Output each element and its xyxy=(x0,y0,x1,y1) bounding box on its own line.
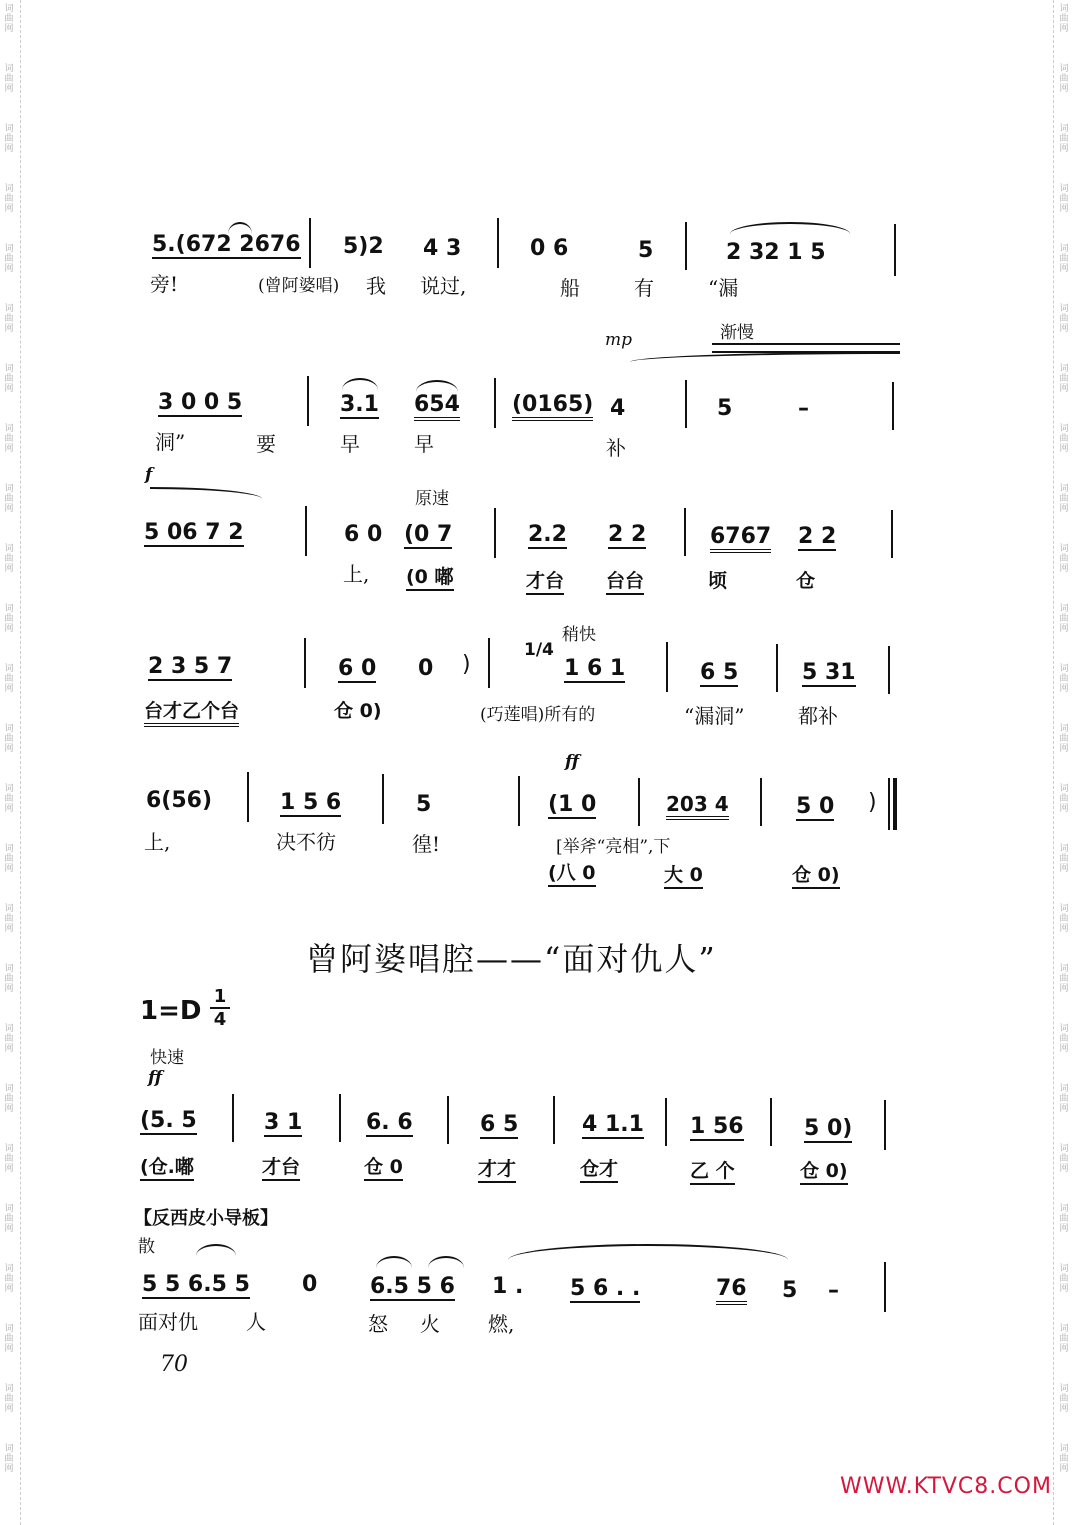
note-group: 5 xyxy=(782,1278,798,1303)
note-group: 0 xyxy=(418,656,434,681)
note-group: – xyxy=(828,1278,839,1303)
barline xyxy=(891,510,893,558)
barline xyxy=(494,508,496,558)
watermark-glyphs: 词曲网 xyxy=(4,1204,14,1234)
tempo-mark: 原速 xyxy=(415,489,449,509)
barline xyxy=(309,218,311,268)
note-group: 5 31 xyxy=(802,660,856,685)
barline xyxy=(494,378,496,428)
watermark-glyphs: 词曲网 xyxy=(1059,1024,1069,1054)
note-group: 5 xyxy=(416,792,432,817)
watermark-glyphs: 词曲网 xyxy=(4,364,14,394)
watermark-glyphs: 词曲网 xyxy=(1059,1444,1069,1474)
barline xyxy=(304,638,306,688)
note-group: 5 06 7 2 xyxy=(144,520,244,545)
singer-cue: (巧莲唱)所有的 xyxy=(480,705,596,725)
dynamic-mark: ff xyxy=(565,752,580,772)
note-group: 2 2 xyxy=(608,522,647,547)
percussion: 仓 0) xyxy=(334,700,382,722)
barline xyxy=(497,218,499,268)
note-group: 3 0 0 5 xyxy=(158,390,243,415)
key-signature: 1=D xyxy=(140,996,202,1026)
percussion: 仓 0) xyxy=(792,860,840,889)
watermark-glyphs: 词曲网 xyxy=(4,1324,14,1354)
barline xyxy=(685,222,687,270)
time-signature: 1 4 xyxy=(210,986,230,1030)
lyric: 燃, xyxy=(488,1312,515,1336)
note-group: – xyxy=(798,396,809,421)
note-group: 5 6 . . xyxy=(570,1276,641,1301)
note-group: 5 xyxy=(717,396,733,421)
lyric: “漏 xyxy=(708,276,739,300)
percussion: 仓 0) xyxy=(800,1156,848,1185)
note-group: 5.(672 2676 xyxy=(152,232,301,257)
watermark-glyphs: 词曲网 xyxy=(4,4,14,34)
percussion: (仓.嘟 xyxy=(140,1152,194,1181)
watermark-glyphs: 词曲网 xyxy=(4,1084,14,1114)
watermark-glyphs: 词曲网 xyxy=(1059,4,1069,34)
lyric: 人 xyxy=(246,1310,266,1334)
decrescendo-line xyxy=(150,487,262,499)
watermark-glyphs: 词曲网 xyxy=(1059,1324,1069,1354)
barline xyxy=(776,644,778,692)
watermark-glyphs: 词曲网 xyxy=(1059,1144,1069,1174)
lyric: 洞” xyxy=(155,430,186,454)
barline xyxy=(307,376,309,426)
tempo-mark: 快速 xyxy=(150,1048,184,1068)
lyric: 船 xyxy=(560,276,580,300)
slur xyxy=(508,1244,788,1260)
watermark-glyphs: 词曲网 xyxy=(1059,844,1069,874)
tempo-mark: 稍快 xyxy=(562,625,596,645)
note-group: 0 6 xyxy=(530,236,569,261)
percussion: 才才 xyxy=(478,1154,516,1183)
watermark-glyphs: 词曲网 xyxy=(4,784,14,814)
percussion: (八 0 xyxy=(548,858,596,887)
lyric: 火 xyxy=(420,1312,440,1336)
percussion: 仓 xyxy=(796,570,816,592)
percussion: 才台 xyxy=(262,1152,300,1181)
watermark-glyphs: 词曲网 xyxy=(1059,784,1069,814)
watermark-glyphs: 词曲网 xyxy=(1059,304,1069,334)
singer-cue: (曾阿婆唱) xyxy=(258,276,340,296)
time-signature: 1/4 xyxy=(524,640,554,660)
slur xyxy=(428,1256,464,1268)
watermark-glyphs: 词曲网 xyxy=(1059,724,1069,754)
barline xyxy=(488,638,490,688)
note-group: 4 3 xyxy=(423,236,462,261)
watermark-glyphs: 词曲网 xyxy=(1059,124,1069,154)
watermark-glyphs: 词曲网 xyxy=(1059,364,1069,394)
watermark-glyphs: 词曲网 xyxy=(4,964,14,994)
note-group: 3 1 xyxy=(264,1110,303,1135)
note-group: 1 . xyxy=(492,1274,524,1299)
lyric: 面对仇 xyxy=(138,1310,198,1334)
note-group: ) xyxy=(462,652,471,677)
watermark-glyphs: 词曲网 xyxy=(4,664,14,694)
note-group: 4 1.1 xyxy=(582,1112,644,1137)
watermark-glyphs: 词曲网 xyxy=(4,484,14,514)
watermark-glyphs: 词曲网 xyxy=(4,1444,14,1474)
tempo-mark: 散 xyxy=(138,1237,155,1257)
dynamic-mark: f xyxy=(145,465,153,485)
note-group: ) xyxy=(868,790,877,815)
note-group: 5 0) xyxy=(804,1116,853,1141)
barline xyxy=(760,778,762,826)
page-number: 70 xyxy=(160,1352,188,1377)
note-group: 6 5 xyxy=(480,1112,519,1137)
lyric: “漏洞” xyxy=(684,704,745,728)
slur xyxy=(228,222,252,234)
note-group: 1 56 xyxy=(690,1114,744,1139)
note-group: 76 xyxy=(716,1276,747,1305)
watermark-glyphs: 词曲网 xyxy=(4,904,14,934)
percussion: 顷 xyxy=(708,570,728,592)
note-group: 0 xyxy=(302,1272,318,1297)
watermark-glyphs: 词曲网 xyxy=(1059,64,1069,94)
lyric: 决不彷 xyxy=(276,830,336,854)
barline xyxy=(888,646,890,694)
watermark-glyphs: 词曲网 xyxy=(4,304,14,334)
watermark-glyphs: 词曲网 xyxy=(1059,184,1069,214)
watermark-glyphs: 词曲网 xyxy=(4,724,14,754)
percussion: 台才乙个台 xyxy=(144,696,239,727)
percussion: (0 嘟 xyxy=(406,562,454,591)
percussion: 才台 xyxy=(526,566,564,595)
slur xyxy=(342,378,378,390)
note-group: 6 0 xyxy=(338,656,377,681)
watermark-glyphs: 词曲网 xyxy=(1059,604,1069,634)
note-group: 4 xyxy=(610,396,626,421)
barline xyxy=(894,224,896,276)
note-group: 6767 xyxy=(710,524,771,553)
note-group: 5)2 xyxy=(343,234,384,259)
barline xyxy=(553,1096,555,1144)
lyric: 有 xyxy=(634,276,654,300)
dynamic-mark: mp xyxy=(605,330,633,350)
barline xyxy=(892,382,894,430)
slur xyxy=(730,222,850,234)
watermark-glyphs: 词曲网 xyxy=(4,64,14,94)
lyric: 我 xyxy=(366,274,386,298)
slur xyxy=(376,1256,412,1268)
lyric: 要 xyxy=(256,432,276,456)
watermark-glyphs: 词曲网 xyxy=(4,1384,14,1414)
lyric: 早 xyxy=(414,432,434,456)
note-group: 2 2 xyxy=(798,524,837,549)
watermark-glyphs: 词曲网 xyxy=(4,124,14,154)
final-barline xyxy=(888,778,890,830)
note-group: 6 0 xyxy=(344,522,383,547)
lyric: 都补 xyxy=(798,704,838,728)
watermark-glyphs: 词曲网 xyxy=(1059,1084,1069,1114)
final-barline-thick xyxy=(893,778,897,830)
barline xyxy=(685,380,687,428)
watermark-glyphs: 词曲网 xyxy=(1059,424,1069,454)
dynamic-mark: ff xyxy=(148,1068,163,1088)
tempo-mark: 渐慢 xyxy=(720,323,754,343)
note-group: 2 3 5 7 xyxy=(148,654,233,679)
note-group: 1 5 6 xyxy=(280,790,342,815)
barline xyxy=(518,776,520,826)
watermark-glyphs: 词曲网 xyxy=(1059,964,1069,994)
lyric: 徨! xyxy=(412,832,441,856)
barline xyxy=(232,1094,234,1142)
percussion: 台台 xyxy=(606,566,644,595)
note-group: (5. 5 xyxy=(140,1108,197,1133)
percussion: 大 0 xyxy=(664,860,703,889)
percussion: 乙 个 xyxy=(690,1156,735,1185)
note-group: 5 xyxy=(638,238,654,263)
watermark-glyphs: 词曲网 xyxy=(1059,1264,1069,1294)
watermark-glyphs: 词曲网 xyxy=(4,844,14,874)
watermark-url: WWW.KTVC8.COM xyxy=(840,1474,1052,1499)
note-group: 2 32 1 5 xyxy=(726,240,826,265)
watermark-glyphs: 词曲网 xyxy=(4,424,14,454)
watermark-glyphs: 词曲网 xyxy=(1059,904,1069,934)
barline xyxy=(665,1098,667,1146)
note-group: 6. 6 xyxy=(366,1110,413,1135)
watermark-glyphs: 词曲网 xyxy=(1059,664,1069,694)
watermark-glyphs: 词曲网 xyxy=(1059,244,1069,274)
watermark-glyphs: 词曲网 xyxy=(1059,484,1069,514)
right-watermark-strip xyxy=(1053,0,1074,1525)
barline xyxy=(247,772,249,822)
lyric: 补 xyxy=(606,436,626,460)
aria-label: 【反西皮小导板】 xyxy=(134,1208,278,1229)
note-group: (0165) xyxy=(512,392,593,421)
barline xyxy=(638,778,640,826)
stage-direction: [举斧“亮相”,下 xyxy=(556,837,671,857)
watermark-glyphs: 词曲网 xyxy=(4,1024,14,1054)
barline xyxy=(382,774,384,824)
barline xyxy=(684,508,686,556)
barline xyxy=(770,1098,772,1146)
barline xyxy=(884,1100,886,1150)
watermark-glyphs: 词曲网 xyxy=(1059,544,1069,574)
watermark-glyphs: 词曲网 xyxy=(4,1264,14,1294)
barline xyxy=(447,1096,449,1144)
watermark-glyphs: 词曲网 xyxy=(4,604,14,634)
lyric: 上, xyxy=(343,562,370,586)
note-group: 1 6 1 xyxy=(564,656,626,681)
percussion: 仓 0 xyxy=(364,1152,403,1181)
barline xyxy=(884,1262,886,1312)
note-group: 6 5 xyxy=(700,660,739,685)
lyric: 早 xyxy=(340,432,360,456)
note-group: (0 7 xyxy=(404,522,453,547)
note-group: 5 5 6.5 5 xyxy=(142,1272,250,1297)
note-group: 203 4 xyxy=(666,792,729,820)
watermark-glyphs: 词曲网 xyxy=(1059,1384,1069,1414)
lyric: 说过, xyxy=(420,274,467,298)
note-group: 5 0 xyxy=(796,794,835,819)
watermark-glyphs: 词曲网 xyxy=(4,244,14,274)
slur xyxy=(416,380,458,392)
watermark-glyphs: 词曲网 xyxy=(4,544,14,574)
note-group: 3.1 xyxy=(340,392,379,417)
crescendo-line xyxy=(630,352,900,362)
note-group: (1 0 xyxy=(548,792,597,817)
left-watermark-strip xyxy=(0,0,21,1525)
slur xyxy=(196,1244,236,1256)
watermark-glyphs: 词曲网 xyxy=(4,1144,14,1174)
note-group: 654 xyxy=(414,392,460,421)
watermark-glyphs: 词曲网 xyxy=(4,184,14,214)
barline xyxy=(305,506,307,556)
barline xyxy=(339,1094,341,1142)
watermark-glyphs: 词曲网 xyxy=(1059,1204,1069,1234)
note-group: 2.2 xyxy=(528,522,567,547)
lyric: 旁! xyxy=(150,272,179,296)
percussion: 仓才 xyxy=(580,1154,618,1183)
note-group: 6.5 5 6 xyxy=(370,1274,455,1299)
lyric: 上, xyxy=(144,830,171,854)
barline xyxy=(666,642,668,692)
note-group: 6(56) xyxy=(146,788,213,813)
lyric: 怒 xyxy=(368,1312,388,1336)
section-title: 曾阿婆唱腔——“面对仇人” xyxy=(306,940,717,978)
